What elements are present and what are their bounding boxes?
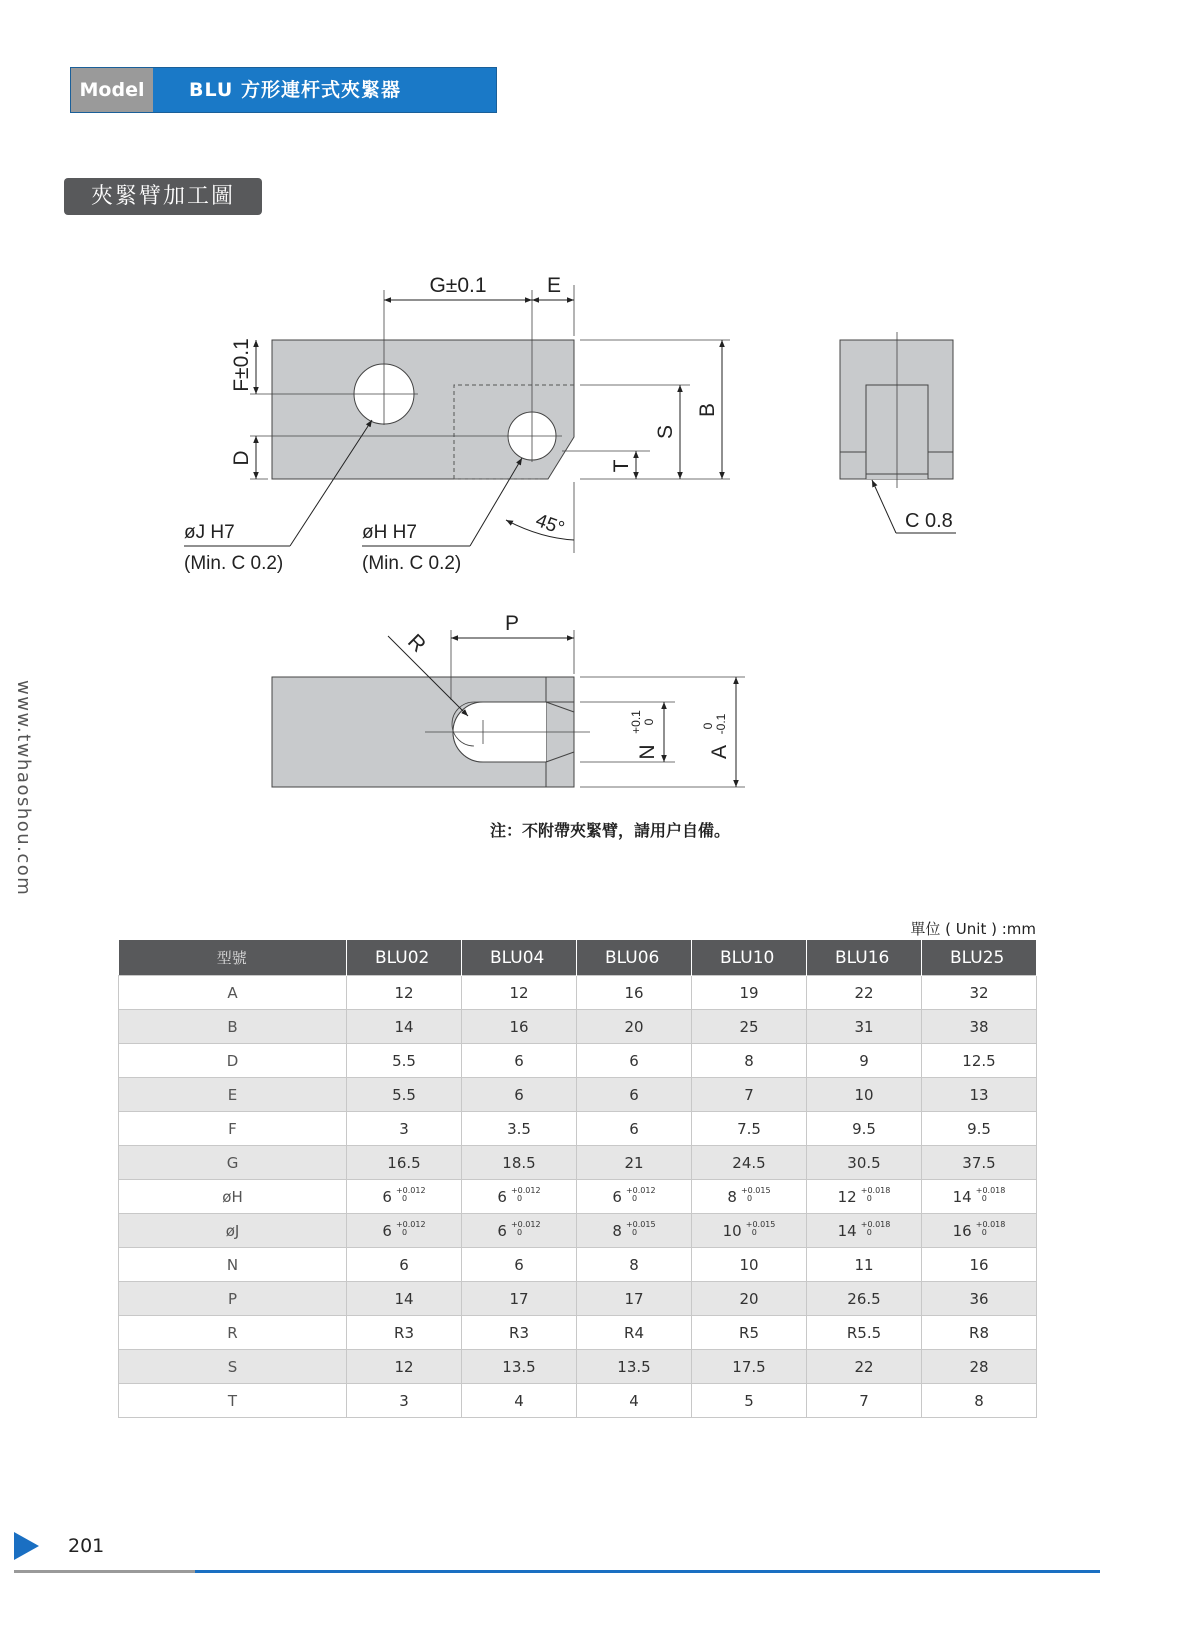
tolerance — [626, 1187, 656, 1203]
table-cell — [922, 1010, 1037, 1044]
cell-value: 6 — [629, 1119, 639, 1138]
cell-value: 17 — [509, 1289, 529, 1308]
table-cell — [922, 1112, 1037, 1146]
cell-value: 4 — [514, 1391, 524, 1410]
cell-value: 8 — [974, 1391, 984, 1410]
tolerance-upper: +0.012 — [510, 1220, 541, 1229]
cell-value: 6 — [382, 1221, 392, 1240]
tolerance-lower: 0 — [401, 1194, 408, 1203]
label-s: S — [654, 424, 677, 440]
header-model-6: BLU25 — [922, 940, 1037, 976]
tolerance-upper: +0.012 — [625, 1186, 656, 1195]
table-cell — [807, 1384, 922, 1418]
cell-value: 16 — [509, 1017, 529, 1036]
cell-value: 12.5 — [962, 1051, 996, 1070]
table-cell — [692, 1078, 807, 1112]
table-cell — [347, 976, 462, 1010]
cell-value: R5.5 — [846, 1323, 882, 1342]
table-row — [119, 1282, 1037, 1316]
table-cell — [577, 1044, 692, 1078]
tolerance-lower: 0 — [981, 1194, 987, 1203]
tolerance — [511, 1187, 541, 1203]
cell-value: 32 — [969, 983, 989, 1002]
cell-value: 9 — [859, 1051, 869, 1070]
cell-value: 16.5 — [387, 1153, 421, 1172]
section-title: 夾緊臂加工圖 — [64, 178, 262, 215]
label-j-hole: øJ H7 — [184, 522, 235, 543]
cell-value: 37.5 — [962, 1153, 996, 1172]
label-e: E — [546, 274, 562, 297]
cell-value: 16 — [952, 1221, 972, 1240]
cell-value: 12 — [837, 1187, 857, 1206]
table-row — [119, 1214, 1037, 1248]
table-row — [119, 1078, 1037, 1112]
table-cell — [692, 1248, 807, 1282]
cell-value: 24.5 — [732, 1153, 766, 1172]
footer-rule-blue — [195, 1570, 1100, 1573]
table-cell — [807, 1010, 922, 1044]
side-url-text: www.twhaoshou.com — [13, 680, 34, 897]
label-r: R — [403, 629, 431, 657]
table-cell — [462, 1180, 577, 1214]
cell-value: R3 — [394, 1323, 414, 1342]
cell-value: R4 — [624, 1323, 644, 1342]
tolerance-upper: +0.015 — [745, 1220, 776, 1229]
table-cell — [807, 1146, 922, 1180]
cell-value: 6 — [612, 1187, 622, 1206]
cell-value: 4 — [629, 1391, 639, 1410]
tolerance — [746, 1221, 776, 1237]
table-cell — [692, 1010, 807, 1044]
cell-value: 9.5 — [852, 1119, 876, 1138]
cell-value: 5 — [744, 1391, 754, 1410]
table-row — [119, 1248, 1037, 1282]
cell-value: 6 — [497, 1187, 507, 1206]
cell-value: 3.5 — [507, 1119, 531, 1138]
table-cell — [692, 1044, 807, 1078]
cell-value: 6 — [514, 1051, 524, 1070]
tolerance-lower: 0 — [751, 1228, 757, 1237]
cell-value: 36 — [969, 1289, 989, 1308]
row-label: øJ — [119, 1214, 347, 1248]
label-t: T — [610, 459, 633, 473]
table-cell — [922, 1044, 1037, 1078]
tolerance-lower: 0 — [866, 1228, 872, 1237]
table-cell — [462, 1350, 577, 1384]
cell-value: 16 — [969, 1255, 989, 1274]
row-label: A — [119, 976, 347, 1010]
table-cell — [347, 1146, 462, 1180]
tolerance-upper: +0.018 — [860, 1220, 891, 1229]
table-cell — [922, 976, 1037, 1010]
table-cell — [347, 1078, 462, 1112]
cell-value: 31 — [854, 1017, 874, 1036]
tolerance-upper: +0.018 — [975, 1186, 1006, 1195]
cell-value: 14 — [952, 1187, 972, 1206]
table-cell — [692, 1112, 807, 1146]
cell-value: 10 — [739, 1255, 759, 1274]
table-cell — [462, 1248, 577, 1282]
label-c08: C 0.8 — [905, 510, 953, 532]
table-cell — [807, 976, 922, 1010]
table-cell — [462, 1146, 577, 1180]
cell-value: 9.5 — [967, 1119, 991, 1138]
cell-value: 6 — [399, 1255, 409, 1274]
table-cell — [577, 1180, 692, 1214]
label-n-up: +0.1 — [629, 710, 643, 734]
tolerance-lower: 0 — [631, 1228, 638, 1237]
cell-value: 21 — [624, 1153, 644, 1172]
table-row — [119, 1316, 1037, 1350]
table-header-row — [119, 940, 1037, 976]
table-cell — [462, 1214, 577, 1248]
table-cell — [577, 1350, 692, 1384]
table-cell — [462, 1044, 577, 1078]
cell-value: 14 — [394, 1017, 414, 1036]
label-n-low: 0 — [642, 718, 656, 726]
row-label: T — [119, 1384, 347, 1418]
cell-value: 22 — [854, 1357, 874, 1376]
cell-value: 5.5 — [392, 1085, 416, 1104]
cell-value: 8 — [612, 1221, 622, 1240]
cell-value: R5 — [739, 1323, 759, 1342]
table-cell — [692, 1384, 807, 1418]
table-cell — [922, 1078, 1037, 1112]
table-cell — [462, 976, 577, 1010]
table-cell — [692, 1282, 807, 1316]
row-label: S — [119, 1350, 347, 1384]
table-cell — [807, 1282, 922, 1316]
page-marker-icon — [14, 1532, 39, 1560]
row-label: N — [119, 1248, 347, 1282]
table-cell — [347, 1180, 462, 1214]
cell-value: 8 — [744, 1051, 754, 1070]
tolerance-upper: +0.018 — [860, 1186, 891, 1195]
tolerance-lower: 0 — [866, 1194, 872, 1203]
label-a-up: 0 — [701, 722, 715, 730]
cell-value: 11 — [854, 1255, 874, 1274]
table-cell — [347, 1214, 462, 1248]
header-model-cell: 型號 — [119, 940, 347, 976]
label-a: A — [708, 744, 731, 760]
table-cell — [922, 1282, 1037, 1316]
table-cell — [347, 1282, 462, 1316]
label-angle: 45° — [532, 510, 567, 540]
table-cell — [577, 976, 692, 1010]
table-cell — [922, 1384, 1037, 1418]
table-cell — [922, 1214, 1037, 1248]
tolerance — [626, 1221, 656, 1237]
cell-value: 12 — [394, 983, 414, 1002]
table-cell — [577, 1078, 692, 1112]
cell-value: 6 — [497, 1221, 507, 1240]
label-d: D — [230, 450, 253, 466]
table-cell — [922, 1350, 1037, 1384]
cell-value: 17.5 — [732, 1357, 766, 1376]
tolerance-lower: 0 — [516, 1228, 523, 1237]
table-cell — [807, 1248, 922, 1282]
tolerance-upper: +0.015 — [740, 1186, 771, 1195]
cell-value: 6 — [382, 1187, 392, 1206]
table-cell — [692, 1146, 807, 1180]
cell-value: 7 — [744, 1085, 754, 1104]
table-cell — [462, 1078, 577, 1112]
note — [0, 818, 1200, 841]
table-cell — [347, 1248, 462, 1282]
table-cell — [462, 1384, 577, 1418]
table-row — [119, 1010, 1037, 1044]
cell-value: 6 — [514, 1255, 524, 1274]
table-cell — [462, 1282, 577, 1316]
row-label: P — [119, 1282, 347, 1316]
row-label: B — [119, 1010, 347, 1044]
table-cell — [807, 1112, 922, 1146]
row-label: R — [119, 1316, 347, 1350]
cell-value: 18.5 — [502, 1153, 536, 1172]
table-cell — [347, 1384, 462, 1418]
table-cell — [807, 1316, 922, 1350]
cell-value: 3 — [399, 1391, 409, 1410]
table-cell — [807, 1180, 922, 1214]
tolerance-lower: 0 — [401, 1228, 408, 1237]
tolerance — [396, 1221, 426, 1237]
table-cell — [807, 1350, 922, 1384]
cell-value: 6 — [629, 1051, 639, 1070]
table-cell — [462, 1010, 577, 1044]
table-cell — [347, 1112, 462, 1146]
table-cell — [577, 1146, 692, 1180]
cell-value: 19 — [739, 983, 759, 1002]
table-cell — [577, 1384, 692, 1418]
label-f: F±0.1 — [230, 338, 253, 392]
tolerance — [976, 1221, 1006, 1237]
table-cell — [922, 1180, 1037, 1214]
header-model-1: BLU02 — [347, 940, 462, 976]
table-cell — [462, 1112, 577, 1146]
table-cell — [577, 1010, 692, 1044]
table-row — [119, 1180, 1037, 1214]
tolerance-upper: +0.012 — [395, 1186, 426, 1195]
table-cell — [692, 1180, 807, 1214]
cell-value: 22 — [854, 983, 874, 1002]
table-cell — [347, 1316, 462, 1350]
table-row — [119, 1384, 1037, 1418]
cell-value: 30.5 — [847, 1153, 881, 1172]
row-label: G — [119, 1146, 347, 1180]
cell-value: 6 — [514, 1085, 524, 1104]
cell-value: R3 — [509, 1323, 529, 1342]
header-model-2: BLU04 — [462, 940, 577, 976]
label-n: N — [636, 744, 659, 760]
table-row — [119, 1044, 1037, 1078]
header-model-3: BLU06 — [577, 940, 692, 976]
tolerance — [976, 1187, 1006, 1203]
cell-value: 14 — [837, 1221, 857, 1240]
row-label: E — [119, 1078, 347, 1112]
table-cell — [577, 1112, 692, 1146]
row-label: øH — [119, 1180, 347, 1214]
table-cell — [577, 1248, 692, 1282]
label-g: G±0.1 — [429, 274, 487, 297]
table-cell — [577, 1214, 692, 1248]
cell-value: 26.5 — [847, 1289, 881, 1308]
row-label: D — [119, 1044, 347, 1078]
cell-value: 8 — [727, 1187, 737, 1206]
table-cell — [692, 976, 807, 1010]
cell-value: 6 — [629, 1085, 639, 1104]
cell-value: 13.5 — [617, 1357, 651, 1376]
label-h-min: (Min. C 0.2) — [362, 553, 462, 574]
tolerance — [741, 1187, 771, 1203]
cell-value: 7 — [859, 1391, 869, 1410]
cell-value: 28 — [969, 1357, 989, 1376]
tolerance-upper: +0.012 — [395, 1220, 426, 1229]
table-cell — [807, 1078, 922, 1112]
cell-value: 25 — [739, 1017, 759, 1036]
tolerance-upper: +0.015 — [625, 1220, 656, 1229]
label-h-hole: øH H7 — [362, 522, 417, 543]
header-model-5: BLU16 — [807, 940, 922, 976]
tolerance-lower: 0 — [746, 1194, 753, 1203]
cell-value: 13.5 — [502, 1357, 536, 1376]
table-cell — [347, 1010, 462, 1044]
table-cell — [807, 1044, 922, 1078]
cell-value: 14 — [394, 1289, 414, 1308]
cell-value: 16 — [624, 983, 644, 1002]
table-row — [119, 1112, 1037, 1146]
tolerance-lower: 0 — [516, 1194, 523, 1203]
cell-value: 13 — [969, 1085, 989, 1104]
spec-table — [118, 940, 1037, 1418]
table-body — [119, 976, 1037, 1418]
tolerance — [511, 1221, 541, 1237]
cell-value: 38 — [969, 1017, 989, 1036]
tolerance — [396, 1187, 426, 1203]
cell-value: 12 — [394, 1357, 414, 1376]
table-cell — [692, 1316, 807, 1350]
table-cell — [692, 1350, 807, 1384]
table-cell — [577, 1316, 692, 1350]
unit-label: 單位 ( Unit ) :mm — [910, 920, 1036, 938]
note-text: 注：不附帶夾緊臂，請用户自備。 — [489, 821, 730, 840]
cell-value: 10 — [722, 1221, 742, 1240]
tolerance-upper: +0.018 — [975, 1220, 1006, 1229]
table-row — [119, 976, 1037, 1010]
label-p: P — [504, 612, 520, 635]
table-cell — [692, 1214, 807, 1248]
cell-value: 20 — [739, 1289, 759, 1308]
table-cell — [922, 1248, 1037, 1282]
table-cell — [577, 1282, 692, 1316]
table-cell — [807, 1214, 922, 1248]
cell-value: 20 — [624, 1017, 644, 1036]
cell-value: 12 — [509, 983, 529, 1002]
tolerance — [861, 1221, 891, 1237]
cell-value: 5.5 — [392, 1051, 416, 1070]
table-cell — [347, 1044, 462, 1078]
table-row — [119, 1146, 1037, 1180]
cell-value: R8 — [969, 1323, 989, 1342]
label-a-low: -0.1 — [714, 713, 728, 735]
table-cell — [347, 1350, 462, 1384]
table-cell — [922, 1146, 1037, 1180]
table-cell — [922, 1316, 1037, 1350]
tolerance-upper: +0.012 — [510, 1186, 541, 1195]
cell-value: 10 — [854, 1085, 874, 1104]
row-label: F — [119, 1112, 347, 1146]
cell-value: 3 — [399, 1119, 409, 1138]
header-model-4: BLU10 — [692, 940, 807, 976]
table-row — [119, 1350, 1037, 1384]
cell-value: 7.5 — [737, 1119, 761, 1138]
footer-rule-gray — [14, 1570, 195, 1573]
tolerance-lower: 0 — [631, 1194, 638, 1203]
model-label: Model — [71, 68, 153, 112]
cell-value: 8 — [629, 1255, 639, 1274]
tolerance — [861, 1187, 891, 1203]
page-title: BLU 方形連杆式夾緊器 — [189, 79, 401, 101]
cell-value: 17 — [624, 1289, 644, 1308]
tolerance-lower: 0 — [981, 1228, 987, 1237]
label-j-min: (Min. C 0.2) — [184, 553, 284, 574]
label-b: B — [696, 402, 719, 418]
page-number: 201 — [68, 1535, 105, 1557]
table-cell — [462, 1316, 577, 1350]
